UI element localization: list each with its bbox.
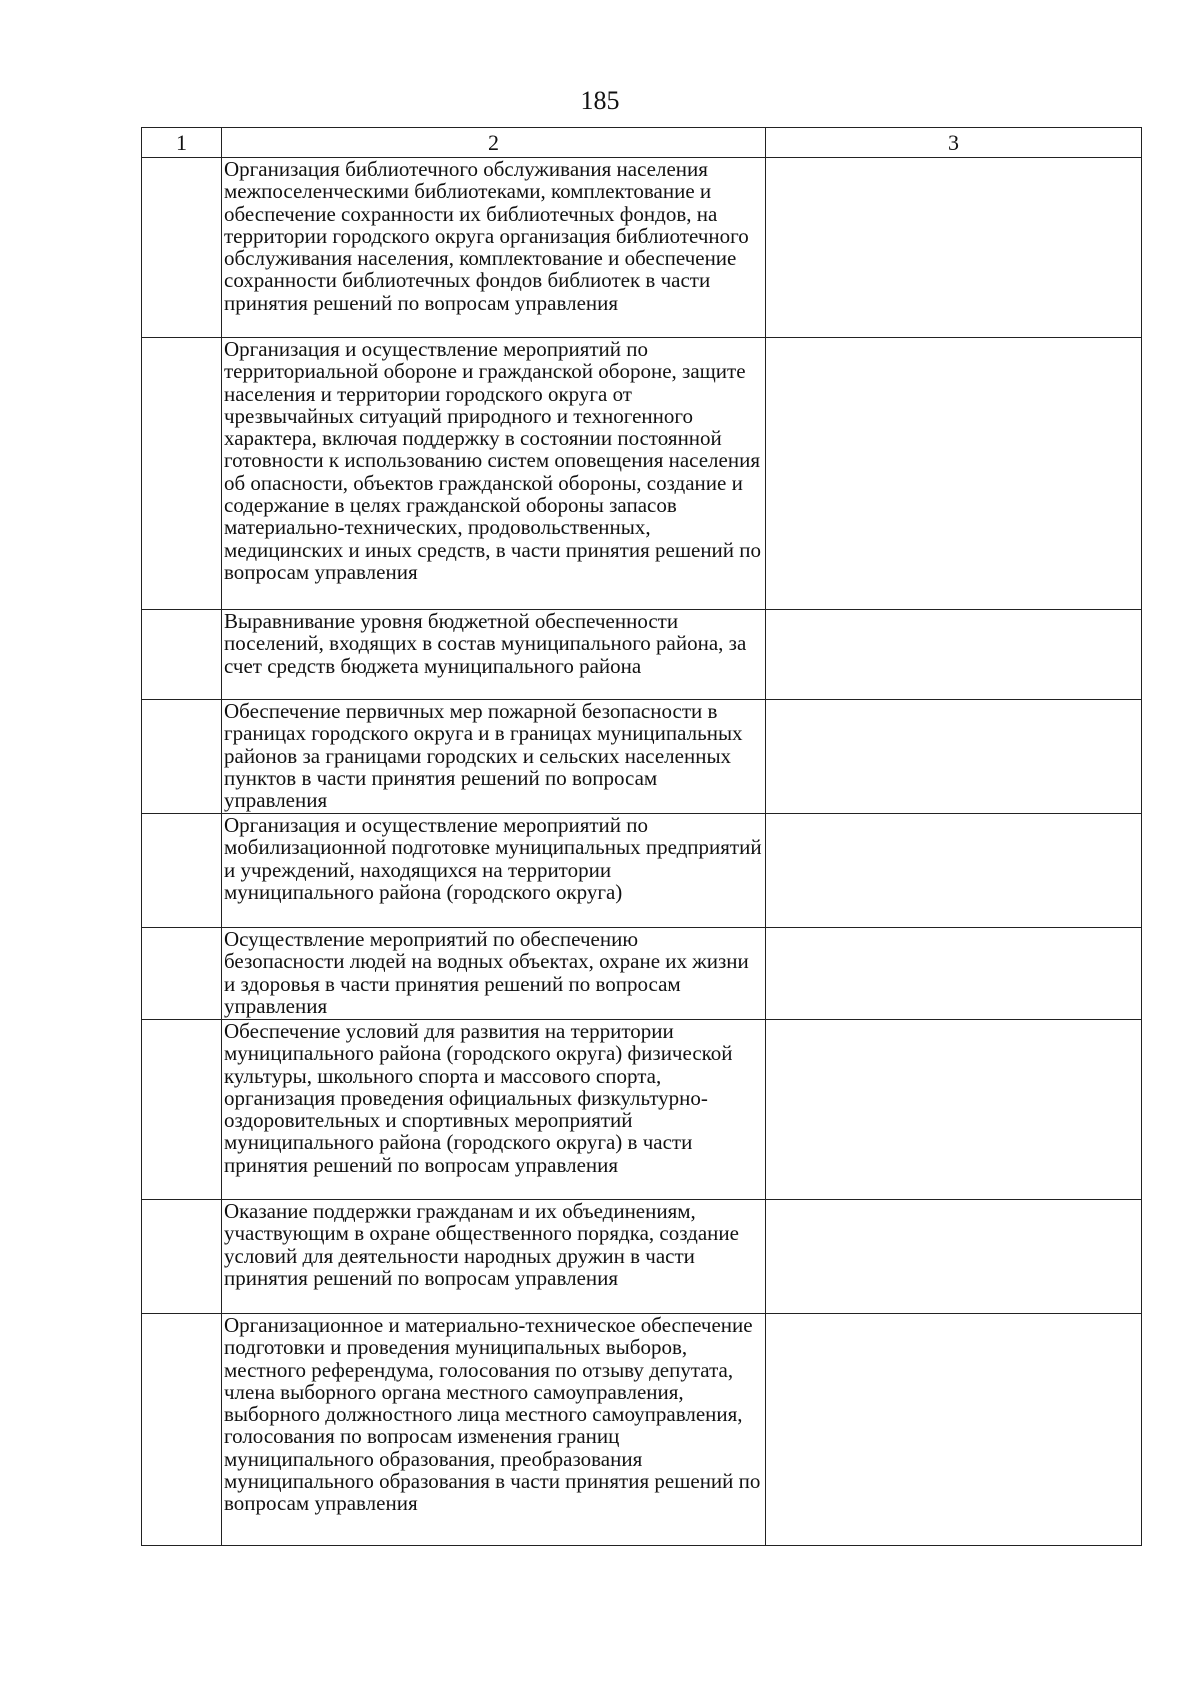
table-row <box>142 1200 1142 1314</box>
table-cell-description: Организация библиотечного обслуживания населения межпоселенческими библиотеками, комплектование и обеспечение сохранности их библиотечных фондов, на территории городского округа организация библиотечного обслуживания населения, комплектование и обеспечение сохранности библиотечных фондов библиотек в части принятия решений по вопросам управления <box>222 158 766 338</box>
table-cell-number <box>142 158 222 338</box>
table-cell-description: Организация и осуществление мероприятий по территориальной обороне и гражданской обороне, защите населения и территории городского округа от чрезвычайных ситуаций природного и техногенного характера, включая поддержку в состоянии постоянной готовности к использованию систем оповещения населения об опасности, объектов гражданской обороны, создание и содержание в целях гражданской обороны запасов материально-технических, продовольственных, медицинских и иных средств, в части принятия решений по вопросам управления <box>222 338 766 610</box>
table-cell-number <box>142 338 222 610</box>
table-header-row <box>142 128 1142 158</box>
table-cell-notes <box>766 1200 1142 1314</box>
table-cell-notes <box>766 338 1142 610</box>
page-number: 185 <box>580 86 620 115</box>
table-row <box>142 814 1142 928</box>
table-cell-number <box>142 700 222 814</box>
table-cell-number <box>142 928 222 1020</box>
header-col-3: 3 <box>766 128 1142 158</box>
table-cell-number <box>142 610 222 700</box>
table-cell-notes <box>766 700 1142 814</box>
table-row <box>142 1314 1142 1546</box>
table-cell-description: Обеспечение первичных мер пожарной безопасности в границах городского округа и в границах муниципальных районов за границами городских и сельских населенных пунктов в части принятия решений по вопросам управления <box>222 700 766 814</box>
table-cell-notes <box>766 1020 1142 1200</box>
table-row <box>142 610 1142 700</box>
table-cell-number <box>142 814 222 928</box>
table-cell-description: Выравнивание уровня бюджетной обеспеченности поселений, входящих в состав муниципального района, за счет средств бюджета муниципального района <box>222 610 766 700</box>
table-cell-description: Организация и осуществление мероприятий по мобилизационной подготовке муниципальных предприятий и учреждений, находящихся на территории муниципального района (городского округа) <box>222 814 766 928</box>
table-cell-number <box>142 1314 222 1546</box>
table-cell-notes <box>766 158 1142 338</box>
header-col-2: 2 <box>222 128 766 158</box>
header-col-1: 1 <box>142 128 222 158</box>
table-cell-notes <box>766 610 1142 700</box>
powers-table <box>141 127 1142 1546</box>
table-cell-notes <box>766 1314 1142 1546</box>
table-row <box>142 158 1142 338</box>
table-cell-description: Организационное и материально-техническое обеспечение подготовки и проведения муниципальных выборов, местного референдума, голосования по отзыву депутата, члена выборного органа местного самоуправления, выборного должностного лица местного самоуправления, голосования по вопросам изменения границ муниципального образования, преобразования муниципального образования в части принятия решений по вопросам управления <box>222 1314 766 1546</box>
table-cell-notes <box>766 928 1142 1020</box>
table-cell-number <box>142 1020 222 1200</box>
table-cell-number <box>142 1200 222 1314</box>
table-cell-notes <box>766 814 1142 928</box>
table-row <box>142 928 1142 1020</box>
table-row <box>142 700 1142 814</box>
table-cell-description: Обеспечение условий для развития на территории муниципального района (городского округа) физической культуры, школьного спорта и массового спорта, организация проведения официальных физкультурно-оздоровительных и спортивных мероприятий муниципального района (городского округа) в части принятия решений по вопросам управления <box>222 1020 766 1200</box>
table-row <box>142 338 1142 610</box>
table-row <box>142 1020 1142 1200</box>
table-cell-description: Осуществление мероприятий по обеспечению безопасности людей на водных объектах, охране их жизни и здоровья в части принятия решений по вопросам управления <box>222 928 766 1020</box>
table-cell-description: Оказание поддержки гражданам и их объединениям, участвующим в охране общественного порядка, создание условий для деятельности народных дружин в части принятия решений по вопросам управления <box>222 1200 766 1314</box>
